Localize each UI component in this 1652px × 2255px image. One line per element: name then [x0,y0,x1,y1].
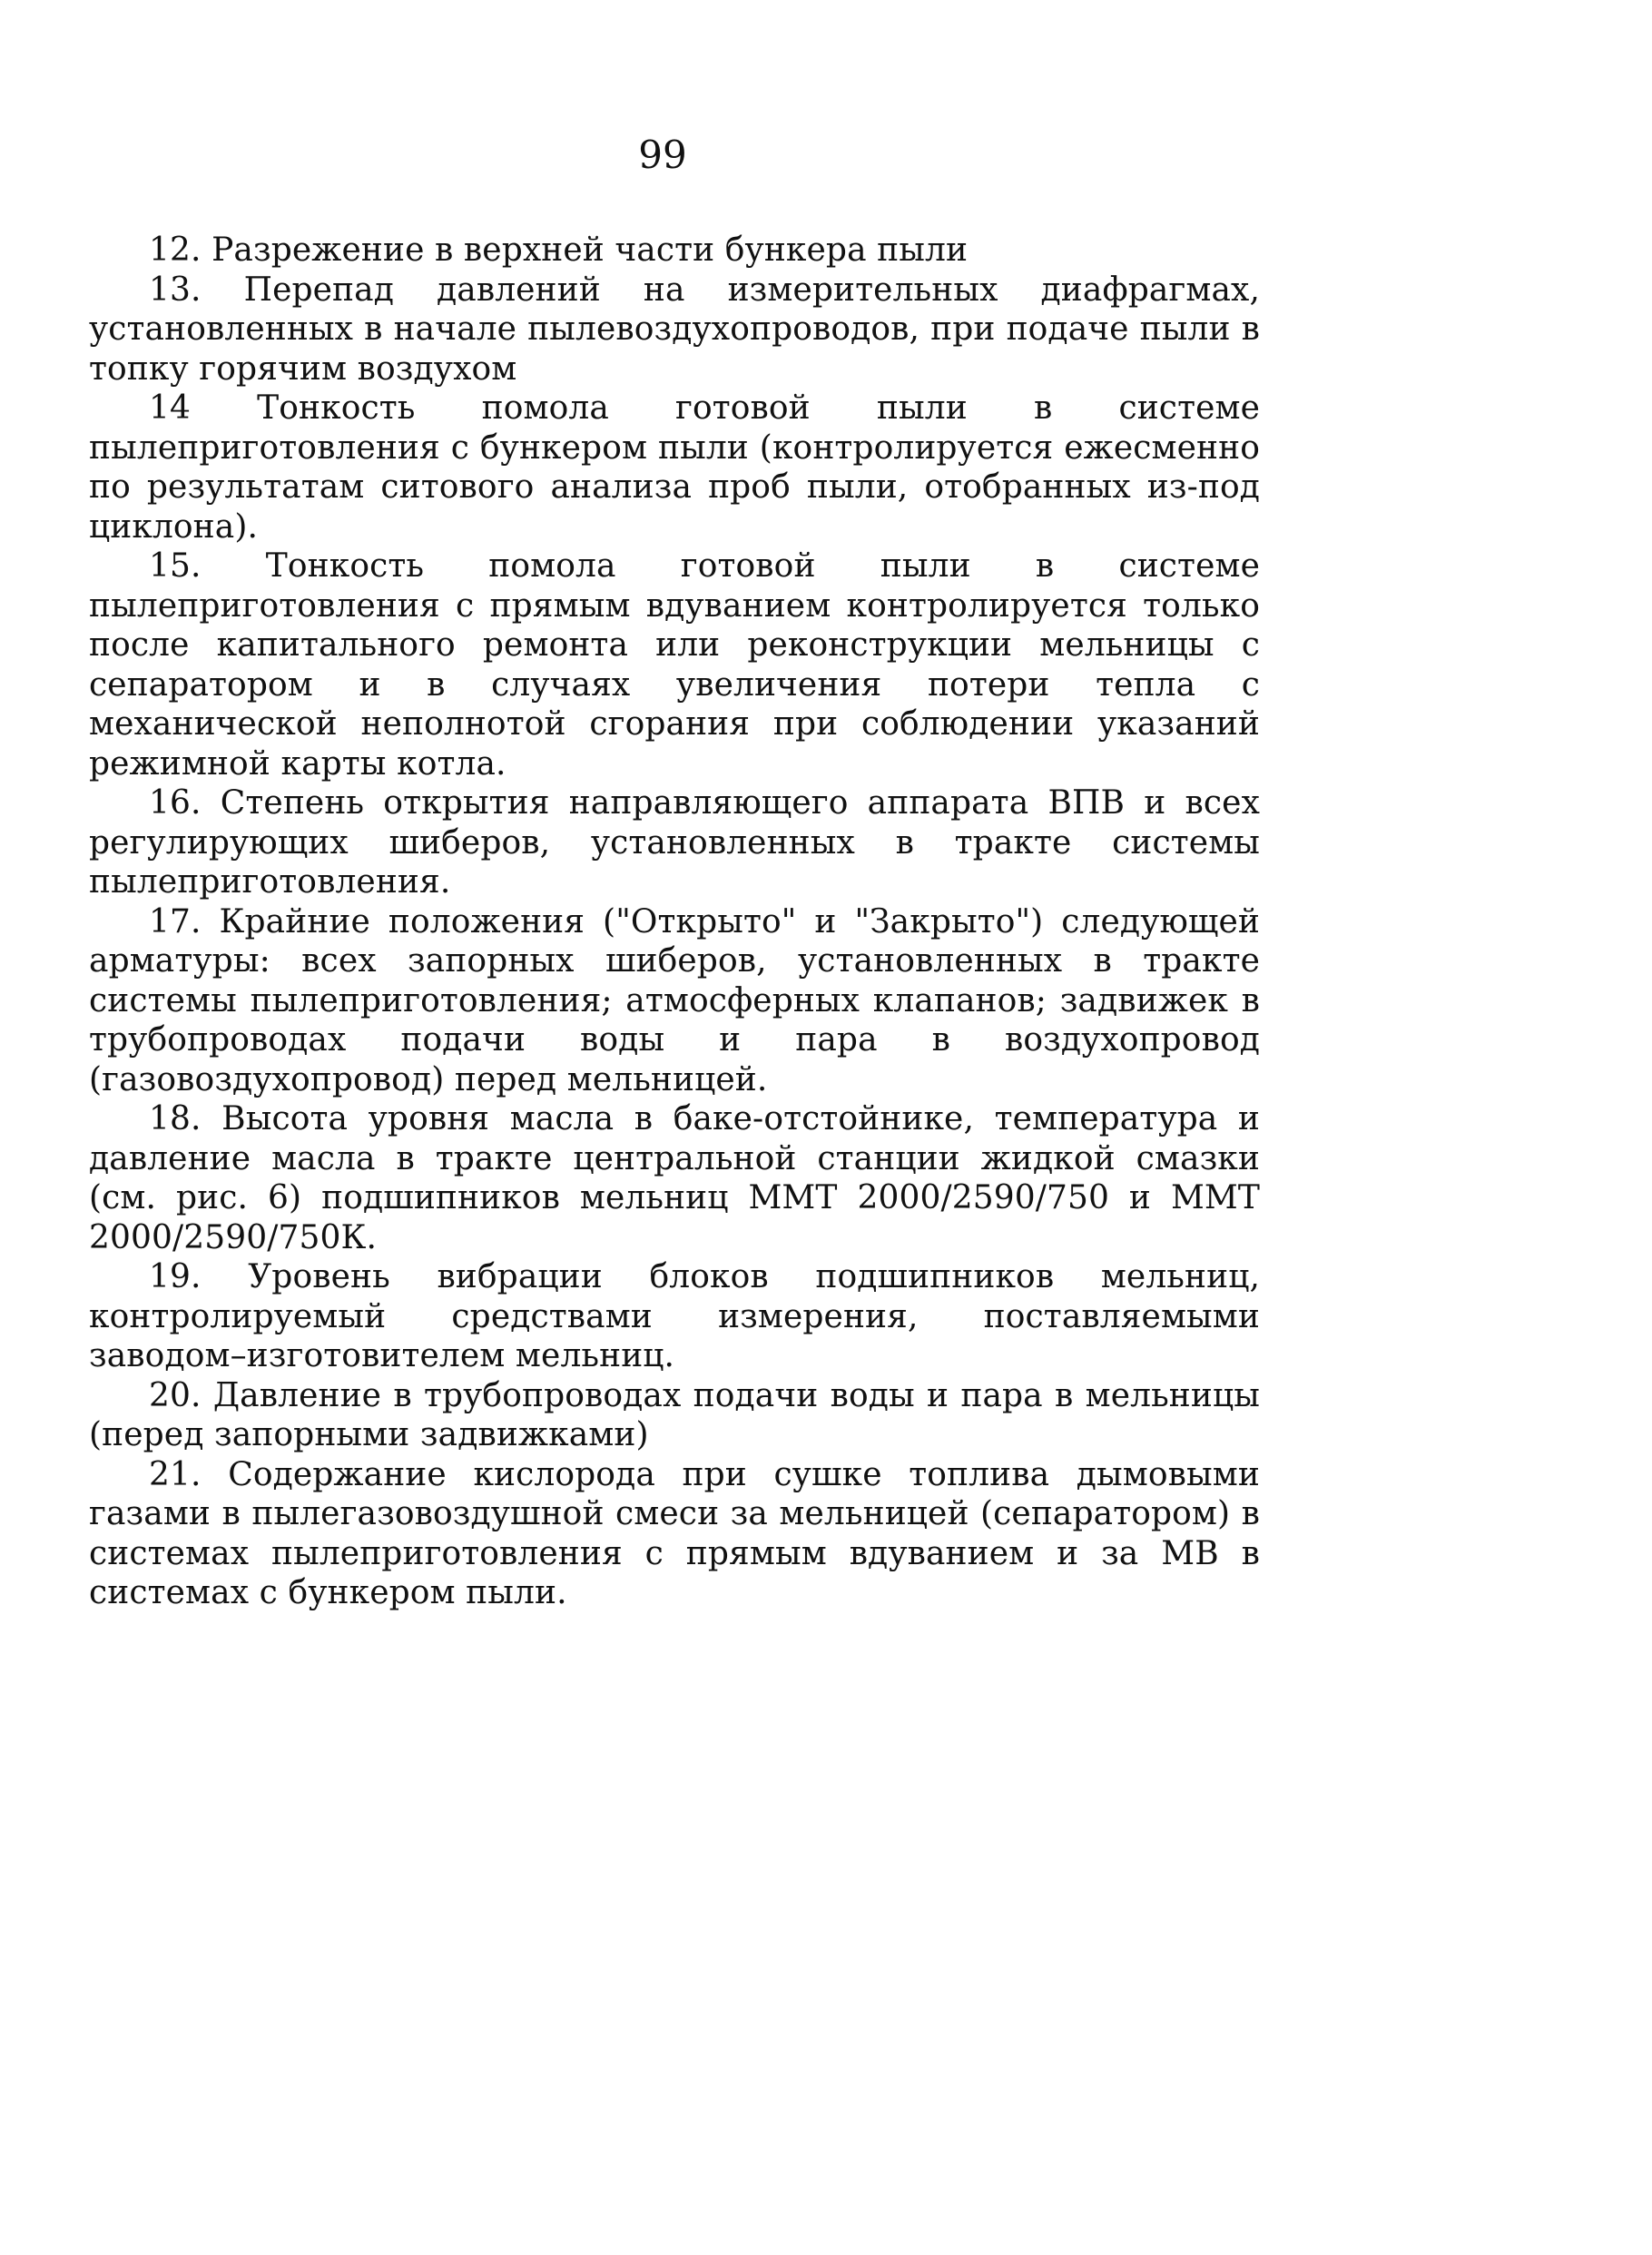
list-item-19: 19. Уровень вибрации блоков подшипников мельниц, контролируемый средствами измерения, поставляемыми заводом–изготовителем мельниц. [89,1258,1260,1374]
page-number: 99 [638,133,687,177]
list-item-14: 14 Тонкость помола готовой пыли в системе пылеприготовления с бункером пыли (контролируется ежесменно по результатам ситового анализа проб пыли, отобранных из-под циклона). [89,389,1260,546]
list-item-12: 12. Разрежение в верхней части бункера пыли [149,231,969,269]
list-item-20: 20. Давление в трубопроводах подачи воды и пара в мельницы (перед запорными задвижками) [89,1376,1260,1453]
list-item-13: 13. Перепад давлений на измерительных диафрагмах, установленных в начале пылевоздухопроводов, при подаче пыли в топку горячим воздухом [89,271,1260,388]
list-item-21: 21. Содержание кислорода при сушке топлива дымовыми газами в пылегазовоздушной смеси за мельницей (сепаратором) в системах пылеприготовления с прямым вдуванием и за МВ в системах с бункером пыли. [89,1455,1260,1611]
document-body [89,231,1260,1613]
list-item-16: 16. Степень открытия направляющего аппарата ВПВ и всех регулирующих шиберов, установленных в тракте системы пылеприготовления. [89,784,1260,901]
list-item-17: 17. Крайние положения ("Открыто" и "Закрыто") следующей арматуры: всех запорных шиберов, установленных в тракте системы пылеприготовления; атмосферных клапанов; задвижек в трубопроводах подачи воды и пара в воздухопровод (газовоздухопровод) перед мельницей. [89,902,1260,1098]
list-item-15: 15. Тонкость помола готовой пыли в системе пылеприготовления с прямым вдуванием контролируется только после капитального ремонта или реконструкции мельницы с сепаратором и в случаях увеличения потери тепла с механической неполнотой сгорания при соблюдении указаний режимной карты котла. [89,547,1260,783]
list-item-18: 18. Высота уровня масла в баке-отстойнике, температура и давление масла в тракте центральной станции жидкой смазки (см. рис. 6) подшипников мельниц ММТ 2000/2590/750 и ММТ 2000/2590/750К. [89,1100,1260,1256]
